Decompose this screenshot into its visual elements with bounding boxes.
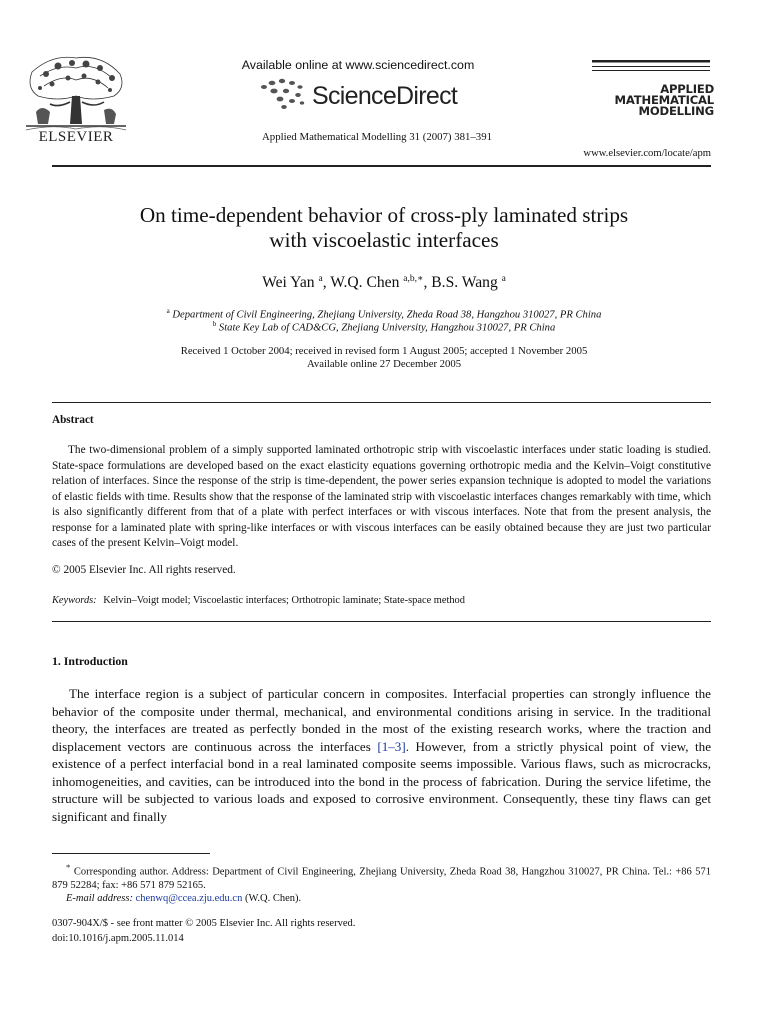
- footnote-email-line: [52, 892, 711, 905]
- keywords-text: Kelvin–Voigt model; Viscoelastic interfaces; Orthotropic laminate; State-space method: [103, 595, 465, 606]
- abstract-heading: Abstract: [52, 414, 94, 426]
- introduction-body: [52, 685, 711, 825]
- header-rule: [52, 165, 711, 167]
- platform-name: ScienceDirect: [312, 82, 458, 110]
- email-label: E-mail address:: [66, 892, 133, 904]
- journal-logo-text: [582, 84, 714, 117]
- keywords: [52, 595, 465, 606]
- affiliation: [90, 320, 678, 334]
- author-list: Wei Yan $^a$, W.Q. Chen $^{a,b,∗}$, B.S. Wang $^a$: [262, 274, 506, 292]
- citation-link[interactable]: [1–3]: [377, 738, 406, 754]
- keywords-label: Keywords:: [52, 595, 97, 606]
- article-title: [40, 203, 728, 253]
- available-online-date: Available online 27 December 2005: [306, 358, 462, 370]
- author-affiliation-mark[interactable]: a,b,∗: [403, 274, 424, 284]
- journal-citation: Applied Mathematical Modelling 31 (2007) 381–391: [262, 131, 492, 143]
- abstract-copyright: © 2005 Elsevier Inc. All rights reserved.: [52, 564, 236, 576]
- elsevier-tree-logo-icon: [22, 52, 130, 132]
- introduction-text: . However, from a strictly physical point of view, the existence of a perfect interfacial bond in a real laminated composite seems impossible. Various flaws, such as microcracks, inhomogeneities, and cavities, can be introduced into the bond in the process of fabrication. During the service lifetime, the structure will be subjected to various loads and exposed to corrosive environment. Consequently, these tiny flaws can get significant and finally: [52, 738, 712, 824]
- affiliation-mark: b: [212, 320, 217, 328]
- introduction-paragraph: [52, 685, 711, 825]
- affiliation-text: Department of Civil Engineering, Zhejiang University, Zheda Road 38, Hangzhou 310027, PR China: [172, 309, 602, 321]
- received-dates: Received 1 October 2004; received in revised form 1 August 2005; accepted 1 November 2005: [180, 345, 588, 357]
- footnote: [52, 861, 711, 905]
- author-affiliation-mark[interactable]: a: [501, 274, 506, 284]
- affiliation-mark: a: [166, 307, 170, 315]
- availability-notice: Available online at www.sciencedirect.com: [241, 58, 475, 72]
- article-title-line: with viscoelastic interfaces: [269, 228, 499, 252]
- article-title-line: On time-dependent behavior of cross-ply laminated strips: [139, 203, 629, 227]
- abstract-top-rule: [52, 402, 711, 403]
- journal-logo-line: MATHEMATICAL: [614, 93, 714, 107]
- journal-logo-line: APPLIED: [660, 82, 714, 96]
- footnote-mark: *: [66, 862, 71, 872]
- journal-logo-bars-icon: [592, 60, 710, 72]
- affiliation: [90, 307, 678, 321]
- abstract-bottom-rule: [52, 621, 711, 622]
- abstract-body: [52, 443, 711, 552]
- author-name: Wei Yan: [262, 274, 315, 292]
- email-link[interactable]: chenwq@ccea.zju.edu.cn: [135, 892, 243, 904]
- publisher-name: ELSEVIER: [38, 129, 114, 145]
- journal-url-link[interactable]: www.elsevier.com/locate/apm: [583, 148, 711, 159]
- footnote-text: Corresponding author. Address: Department of Civil Engineering, Zhejiang University, Zheda Road 38, Hangzhou 310027, PR China. Tel.: +86 571 879 52284; fax: +86 571 879 52165.: [52, 866, 711, 891]
- footnote-corresponding: [52, 861, 711, 892]
- journal-logo-line: MODELLING: [638, 104, 714, 118]
- doi-line: doi:10.1016/j.apm.2005.11.014: [52, 933, 184, 944]
- author-affiliation-mark[interactable]: a: [318, 274, 323, 284]
- affiliation-text: State Key Lab of CAD&CG, Zhejiang University, Hangzhou 310027, PR China: [218, 322, 556, 334]
- author-name: B.S. Wang: [431, 274, 498, 292]
- sciencedirect-dots-icon: [258, 77, 310, 111]
- abstract-text: The two-dimensional problem of a simply supported laminated orthotropic strip with viscoelastic interfaces under static loading is studied. State-space formulations are developed based on the exact elasticity equations governing orthotropic media and the Kelvin–Voigt constitutive relation of interfaces. Since the response of the strip is time-dependent, the power series expansion technique is adopted to model the variations of elastic fields with time. Results show that the response of the laminated strip with viscoelastic interfaces changes remarkably with time, which is also significantly different from that of a plate with perfect interfaces or with viscous interfaces. Note that from the present analysis, the response for a laminated plate with spring-like interfaces or with viscous interfaces can be easily obtained because they are just two particular cases of the present Kelvin–Voigt model.: [52, 444, 711, 549]
- front-matter-line: 0307-904X/$ - see front matter © 2005 Elsevier Inc. All rights reserved.: [52, 918, 356, 929]
- footnote-rule: [52, 853, 210, 854]
- author-name: W.Q. Chen: [330, 274, 400, 292]
- section-heading: 1. Introduction: [52, 654, 128, 668]
- introduction-text: The interface region is a subject of particular concern in composites. Interfacial properties can strongly influence the behavior of the composite under thermal, mechanical, and environmental conditions arising in service. In the traditional theory, the interfaces are treated as perfectly bonded in the most of the existing research works, where the traction and displacement vectors are continuous across the interfaces: [52, 686, 711, 754]
- email-owner: (W.Q. Chen).: [244, 892, 302, 904]
